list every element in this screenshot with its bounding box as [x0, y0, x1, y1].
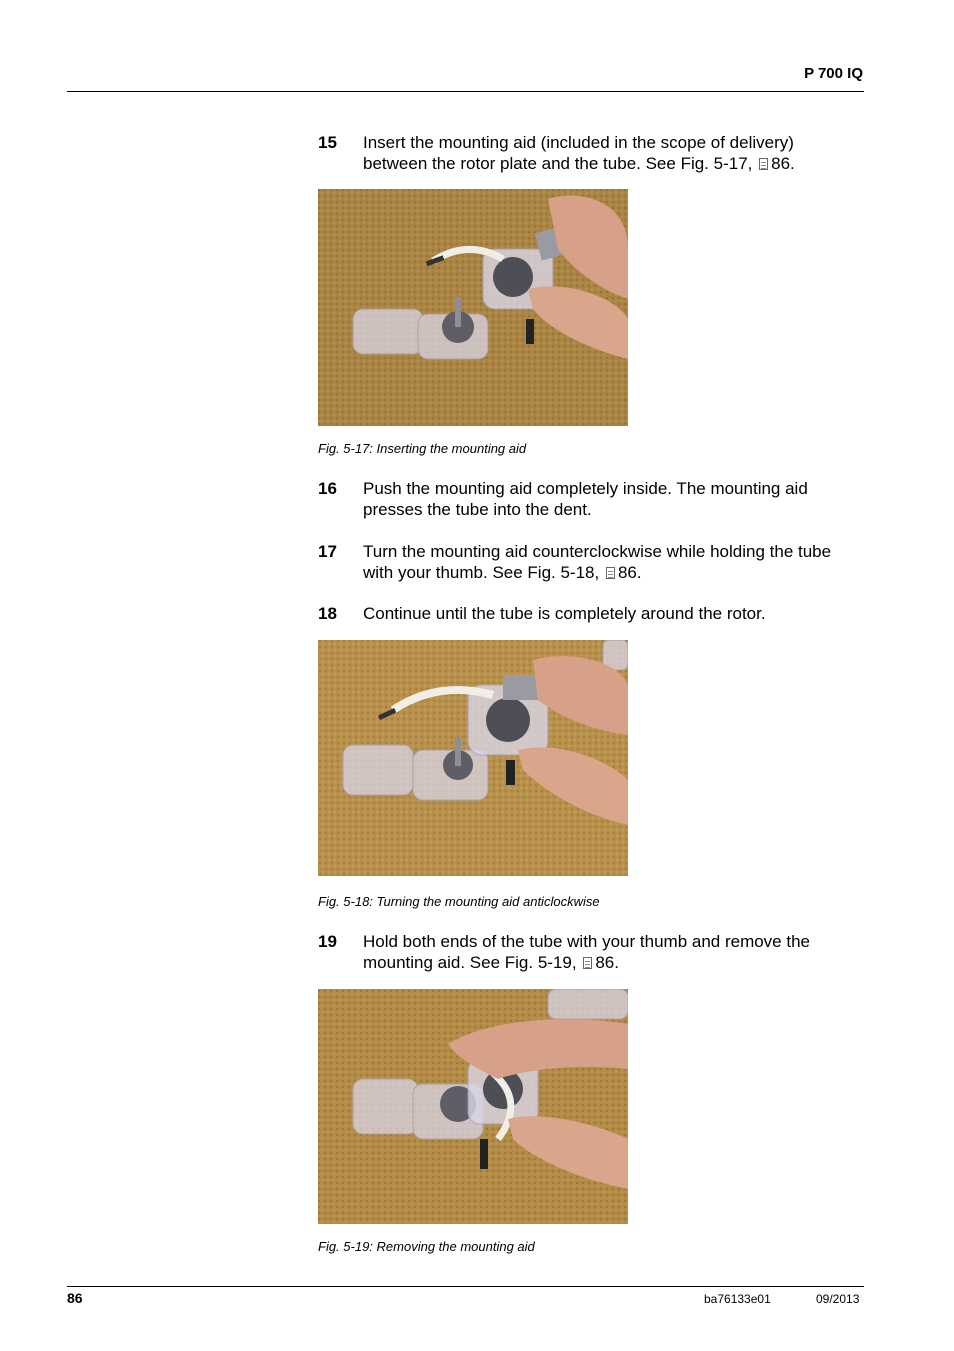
step-text — [363, 541, 863, 583]
step-line — [363, 562, 863, 583]
page-ref-icon — [606, 567, 615, 579]
step-line: Turn the mounting aid counterclockwise while holding the tube — [363, 542, 832, 561]
page-ref-icon — [583, 957, 592, 969]
step-number: 17 — [318, 542, 337, 561]
footer-date: 09/2013 — [816, 1292, 860, 1306]
figure-5-19-caption: Fig. 5-19: Removing the mounting aid — [318, 1239, 535, 1254]
figure-5-18-caption: Fig. 5-18: Turning the mounting aid anticlockwise — [318, 894, 600, 909]
step-line-a: mounting aid. See Fig. 5-19, — [363, 953, 577, 972]
step-line-a: with your thumb. See Fig. 5-18, — [363, 563, 600, 582]
step-line: Continue until the tube is completely around the rotor. — [363, 604, 766, 623]
step-text — [363, 603, 863, 624]
footer-page-number: 86 — [67, 1290, 83, 1306]
step-number: 16 — [318, 479, 337, 498]
step-text — [363, 931, 863, 973]
step-number: 18 — [318, 604, 337, 623]
step-line — [363, 952, 863, 973]
step-line-a: between the rotor plate and the tube. See Fig. 5-17, — [363, 154, 753, 173]
step-number: 15 — [318, 133, 337, 152]
step-page-ref: 86. — [595, 953, 619, 972]
step-text — [363, 478, 863, 520]
figure-5-18-photo — [318, 640, 628, 876]
step-line — [363, 153, 863, 174]
step-line: Hold both ends of the tube with your thumb and remove the — [363, 932, 810, 951]
footer-doc-id: ba76133e01 — [704, 1292, 771, 1306]
header-rule — [67, 91, 864, 92]
step-page-ref: 86. — [617, 563, 642, 582]
page-ref-icon — [759, 158, 768, 170]
step-number: 19 — [318, 932, 337, 951]
header-title: P 700 IQ — [804, 65, 863, 82]
step-line: presses the tube into the dent. — [363, 500, 592, 519]
step-page-ref: 86. — [771, 154, 795, 173]
figure-5-17-photo — [318, 189, 628, 426]
footer-rule — [67, 1286, 864, 1287]
step-line: Push the mounting aid completely inside. The mounting aid — [363, 479, 808, 498]
figure-5-19-photo — [318, 989, 628, 1224]
figure-5-17-caption: Fig. 5-17: Inserting the mounting aid — [318, 441, 527, 456]
step-text — [363, 132, 863, 174]
step-line: Insert the mounting aid (included in the scope of delivery) — [363, 133, 794, 152]
